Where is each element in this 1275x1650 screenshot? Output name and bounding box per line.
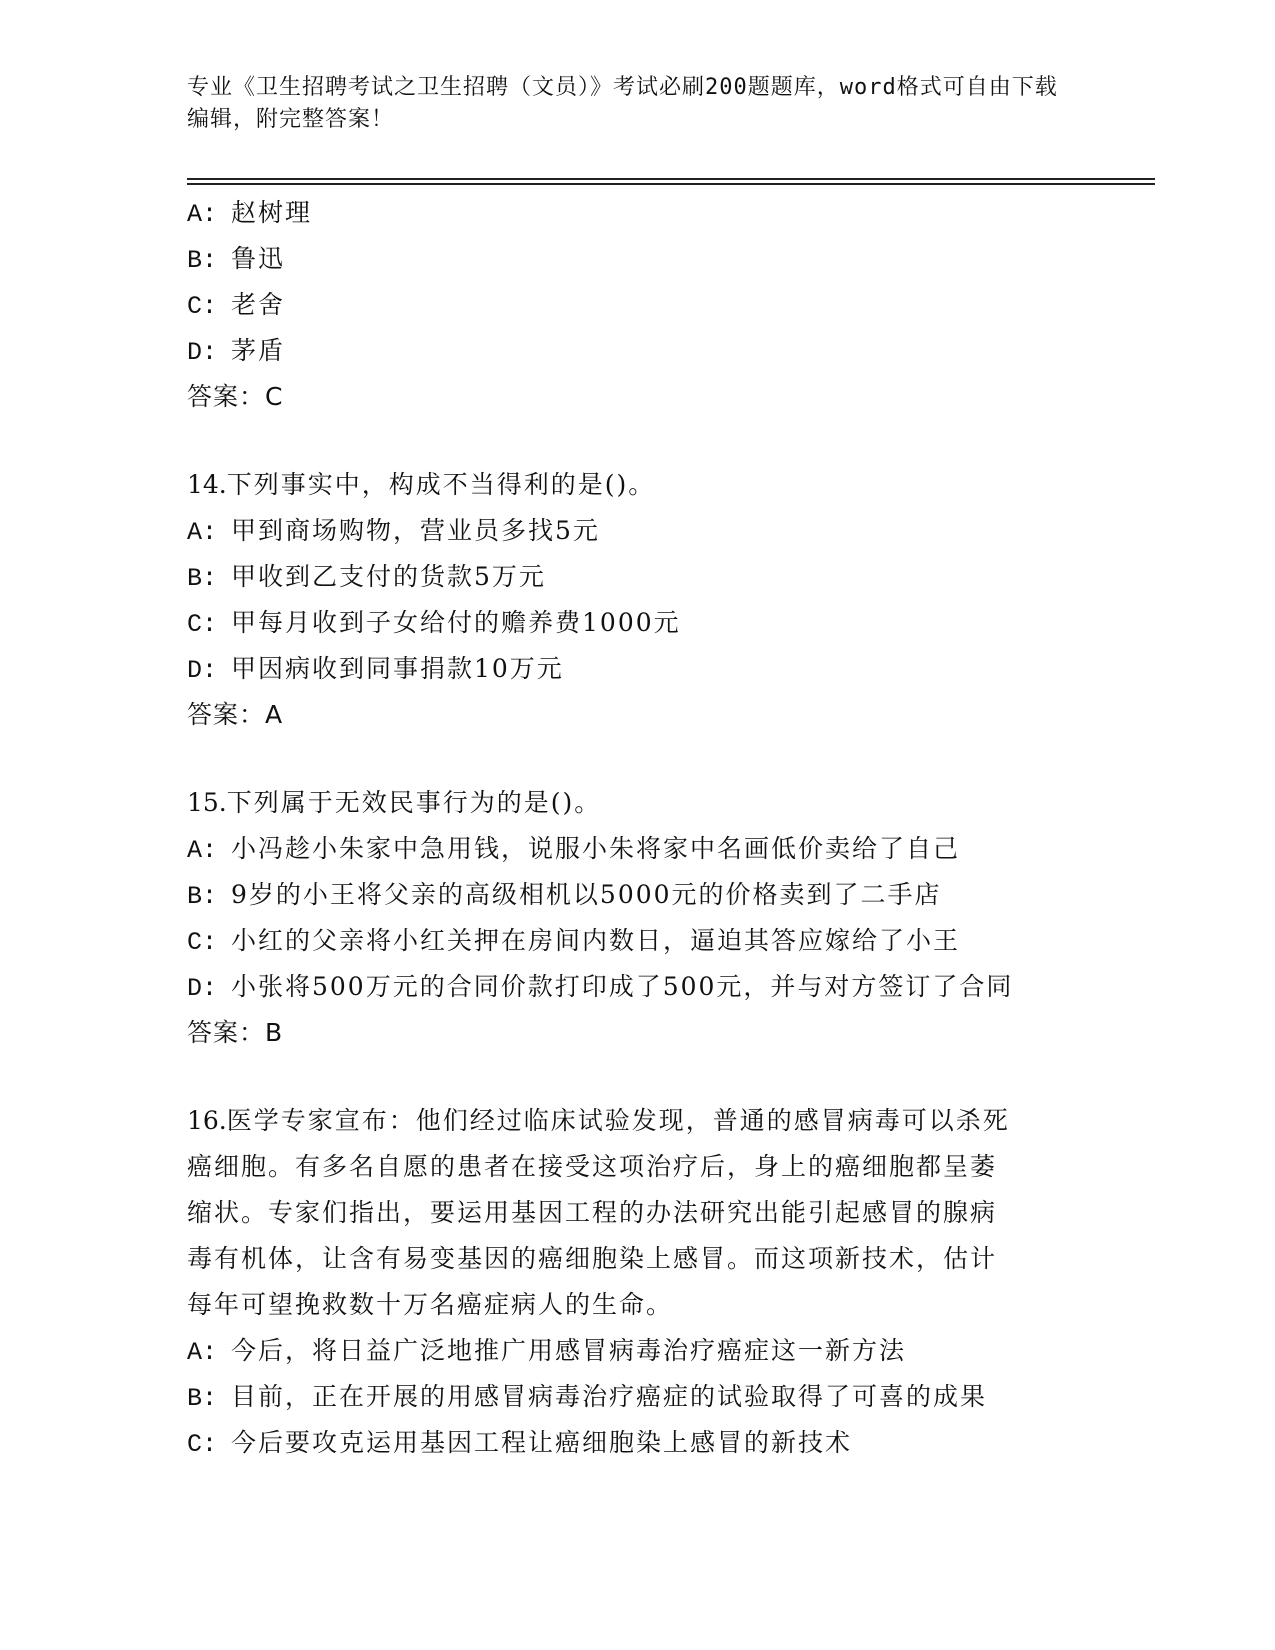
question-number: 15. [187, 788, 227, 817]
option-letter: C: [187, 610, 218, 639]
answer-line: 答案：B [187, 1018, 284, 1047]
question-14 [187, 462, 1087, 738]
option-text: 目前，正在开展的用感冒病毒治疗癌症的试验取得了可喜的成果 [231, 1382, 988, 1411]
option-c [187, 918, 1087, 964]
option-letter: C: [187, 1430, 218, 1459]
option-letter: C: [187, 292, 218, 321]
option-text: 小红的父亲将小红关押在房间内数日，逼迫其答应嫁给了小王 [231, 926, 961, 955]
question-stem-line [187, 1098, 1087, 1144]
question-15 [187, 780, 1087, 1056]
question-text: 医学专家宣布：他们经过临床试验发现，普通的感冒病毒可以杀死 [226, 1106, 1010, 1135]
option-text: 今后要攻克运用基因工程让癌细胞染上感冒的新技术 [231, 1428, 853, 1457]
option-text: 9岁的小王将父亲的高级相机以5000元的价格卖到了二手店 [231, 880, 942, 909]
option-letter: D: [187, 338, 218, 367]
option-letter: A: [187, 518, 218, 547]
option-text: 今后，将日益广泛地推广用感冒病毒治疗癌症这一新方法 [231, 1336, 907, 1365]
option-d [187, 646, 1087, 692]
option-d [187, 328, 1087, 374]
option-a [187, 190, 1087, 236]
option-c [187, 600, 1087, 646]
option-text: 赵树理 [231, 198, 313, 227]
prev-question [187, 190, 1087, 420]
option-text: 小冯趁小朱家中急用钱，说服小朱将家中名画低价卖给了自己 [231, 834, 961, 863]
option-b [187, 554, 1087, 600]
question-stem-line: 缩状。专家们指出，要运用基因工程的办法研究出能引起感冒的腺病 [187, 1198, 998, 1227]
question-stem-line: 癌细胞。有多名自愿的患者在接受这项治疗后，身上的癌细胞都呈萎 [187, 1152, 998, 1181]
option-a [187, 826, 1087, 872]
option-letter: A: [187, 1338, 218, 1367]
document-header: 专业《卫生招聘考试之卫生招聘（文员）》考试必刷200题题库，word格式可自由下载编辑，附完整答案！ [187, 75, 1058, 132]
option-text: 甲因病收到同事捐款10万元 [231, 654, 564, 683]
question-16 [187, 1098, 1087, 1466]
option-text: 老舍 [231, 290, 286, 319]
option-letter: D: [187, 656, 218, 685]
option-letter: A: [187, 200, 218, 229]
question-content [187, 190, 1087, 1466]
question-number: 14. [187, 470, 227, 499]
option-b [187, 872, 1087, 918]
option-text: 茅盾 [231, 336, 286, 365]
option-text: 甲每月收到子女给付的赡养费1000元 [231, 608, 681, 637]
question-stem [187, 780, 1087, 826]
option-letter: B: [187, 1384, 218, 1413]
header-divider-top [187, 178, 1155, 180]
option-c [187, 1420, 1087, 1466]
option-letter: D: [187, 974, 218, 1003]
option-a [187, 508, 1087, 554]
option-text: 甲收到乙支付的货款5万元 [231, 562, 546, 591]
option-letter: A: [187, 836, 218, 865]
question-stem-line: 每年可望挽救数十万名癌症病人的生命。 [187, 1290, 674, 1319]
option-a [187, 1328, 1087, 1374]
answer-line: 答案：A [187, 700, 284, 729]
question-stem-line: 毒有机体，让含有易变基因的癌细胞染上感冒。而这项新技术，估计 [187, 1244, 998, 1273]
question-number: 16. [187, 1106, 227, 1135]
option-text: 小张将500万元的合同价款打印成了500元，并与对方签订了合同 [231, 972, 1014, 1001]
option-text: 鲁迅 [231, 244, 286, 273]
answer-line: 答案：C [187, 382, 284, 411]
header-divider-bottom [187, 183, 1155, 185]
option-b [187, 1374, 1087, 1420]
option-b [187, 236, 1087, 282]
question-text: 下列事实中，构成不当得利的是()。 [226, 470, 656, 499]
option-letter: B: [187, 882, 218, 911]
question-stem [187, 462, 1087, 508]
option-d [187, 964, 1087, 1010]
question-text: 下列属于无效民事行为的是()。 [226, 788, 602, 817]
option-c [187, 282, 1087, 328]
option-text: 甲到商场购物，营业员多找5元 [231, 516, 600, 545]
option-letter: C: [187, 928, 218, 957]
option-letter: B: [187, 564, 218, 593]
option-letter: B: [187, 246, 218, 275]
